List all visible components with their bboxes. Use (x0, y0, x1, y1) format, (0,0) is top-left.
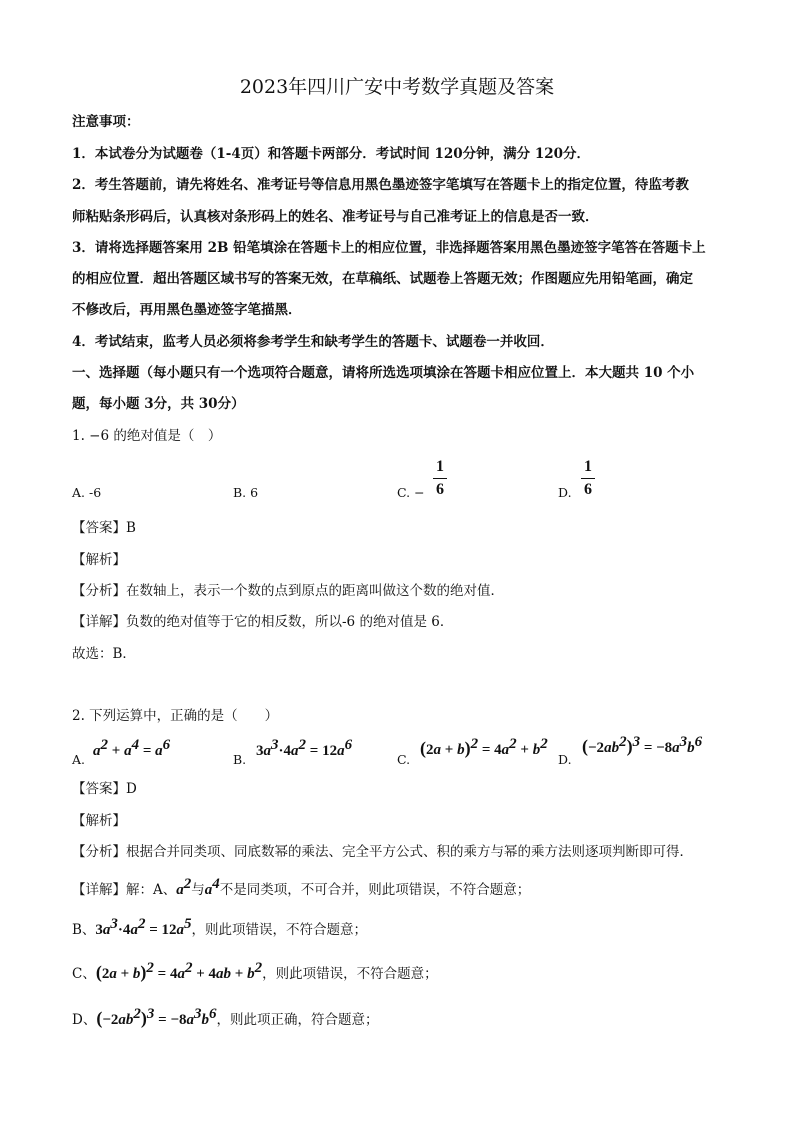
q1-option-c: C. − (397, 485, 425, 500)
q1-option-d-numerator: 1 (584, 458, 592, 475)
q1-option-a: A. -6 (72, 485, 102, 500)
q1-option-d-fraction (581, 458, 595, 499)
q2-detail-d (72, 1008, 379, 1029)
q2-detail-d-label: D、 (72, 1012, 97, 1028)
q2-option-b-label: B. (233, 752, 247, 767)
q2-detail-a-term-2: $a^4$ (204, 876, 220, 898)
q1-choice: 故选：B． (72, 646, 136, 662)
notice-item-3-line-3: 不修改后，再用黑色墨迹签字笔描黑． (72, 302, 302, 318)
q2-detail-c (72, 962, 438, 983)
q1-option-c-denominator: 6 (436, 481, 444, 498)
q2-detail-b-formula: $3a^3\cdot 4a^2 = 12a^5$ (95, 916, 192, 938)
q2-option-c-label: C. (397, 752, 411, 767)
q2-option-d-label: D. (558, 752, 572, 767)
q1-option-c-fraction (433, 458, 447, 499)
q1-analysis-text: 【分析】在数轴上，表示一个数的点到原点的距离叫做这个数的绝对值． (72, 583, 504, 599)
q2-detail-d-tail: ，则此项正确，符合题意； (216, 1012, 379, 1028)
question-2-stem: 2. 下列运算中，正确的是（ ） (72, 708, 279, 724)
q1-analysis-label: 【解析】 (72, 552, 126, 568)
q2-option-c-formula: $(2a + b)^2 = 4a^2 + b^2$ (420, 736, 548, 758)
fraction-bar (581, 478, 595, 479)
q2-detail-prefix: 【详解】解：A、 (72, 882, 177, 898)
q2-option-b-formula: $3a^3\cdot 4a^2 = 12a^6$ (256, 737, 353, 759)
q1-option-c-numerator: 1 (436, 458, 444, 475)
notice-heading: 注意事项： (72, 114, 140, 130)
q2-detail-c-formula: $(2a + b)^2 = 4a^2 + 4ab + b^2$ (95, 960, 263, 982)
q2-analysis-text: 【分析】根据合并同类项、同底数幂的乘法、完全平方公式、积的乘方与幂的乘方法则逐项判断即可得． (72, 844, 693, 860)
notice-item-2-line-2: 师粘贴条形码后，认真核对条形码上的姓名、准考证号与自己准考证上的信息是否一致． (72, 209, 599, 225)
q2-detail-a-term-1: $a^2$ (176, 876, 192, 898)
notice-item-3-line-2: 的相应位置．超出答题区域书写的答案无效，在草稿纸、试题卷上答题无效；作图题应先用铅笔画，确定 (72, 271, 693, 287)
section-heading-line-1: 一、选择题（每小题只有一个选项符合题意，请将所选选项填涂在答题卡相应位置上．本大题共 10 个小 (72, 365, 695, 381)
q2-detail-c-tail: ，则此项错误，不符合题意； (262, 966, 438, 982)
q2-detail-d-formula: $(-2ab^2)^3 = -8a^3b^6$ (96, 1006, 217, 1028)
q1-detail-text: 【详解】负数的绝对值等于它的相反数，所以-6 的绝对值是 6． (72, 614, 454, 630)
fraction-bar (433, 478, 447, 479)
notice-item-3-line-1: 3．请将选择题答案用 2B 铅笔填涂在答题卡上的相应位置，非选择题答案用黑色墨迹签字笔答在答题卡上 (72, 240, 706, 256)
q2-answer: 【答案】D (72, 781, 137, 797)
notice-item-4: 4．考试结束，监考人员必须将参考学生和缺考学生的答题卡、试题卷一并收回． (72, 334, 554, 350)
q1-option-d-denominator: 6 (584, 481, 592, 498)
q2-analysis-label: 【解析】 (72, 813, 126, 829)
q2-detail-connector: 与 (191, 882, 205, 898)
q1-answer: 【答案】B (72, 520, 136, 536)
q2-detail-c-label: C、 (72, 966, 96, 982)
page-title: 2023年四川广安中考数学真题及答案 (239, 76, 555, 98)
q1-option-b: B. 6 (233, 485, 259, 500)
q2-option-d-formula: $(-2ab^2)^3 = -8a^3b^6$ (582, 734, 703, 756)
q2-option-a-label: A. (72, 752, 86, 767)
q2-detail-a-tail: 不是同类项，不可合并，则此项错误，不符合题意； (219, 882, 531, 898)
q2-detail-a (72, 878, 530, 899)
notice-item-1: 1．本试卷分为试题卷（1-4页）和答题卡两部分．考试时间 120分钟，满分 120分． (72, 146, 591, 162)
q2-detail-b-label: B、 (72, 922, 96, 938)
q2-detail-b (72, 918, 367, 939)
q2-option-a-formula: $a^2 + a^4 = a^6$ (93, 737, 171, 759)
notice-item-2-line-1: 2．考生答题前，请先将姓名、准考证号等信息用黑色墨迹签字笔填写在答题卡上的指定位置，待监考教 (72, 177, 689, 193)
section-heading-line-2: 题，每小题 3分，共 30分） (72, 396, 245, 412)
question-1-stem: 1. −6 的绝对值是（ ） (72, 428, 222, 444)
q1-option-d: D. (558, 485, 572, 500)
q2-detail-b-tail: ，则此项错误，不符合题意； (191, 922, 367, 938)
